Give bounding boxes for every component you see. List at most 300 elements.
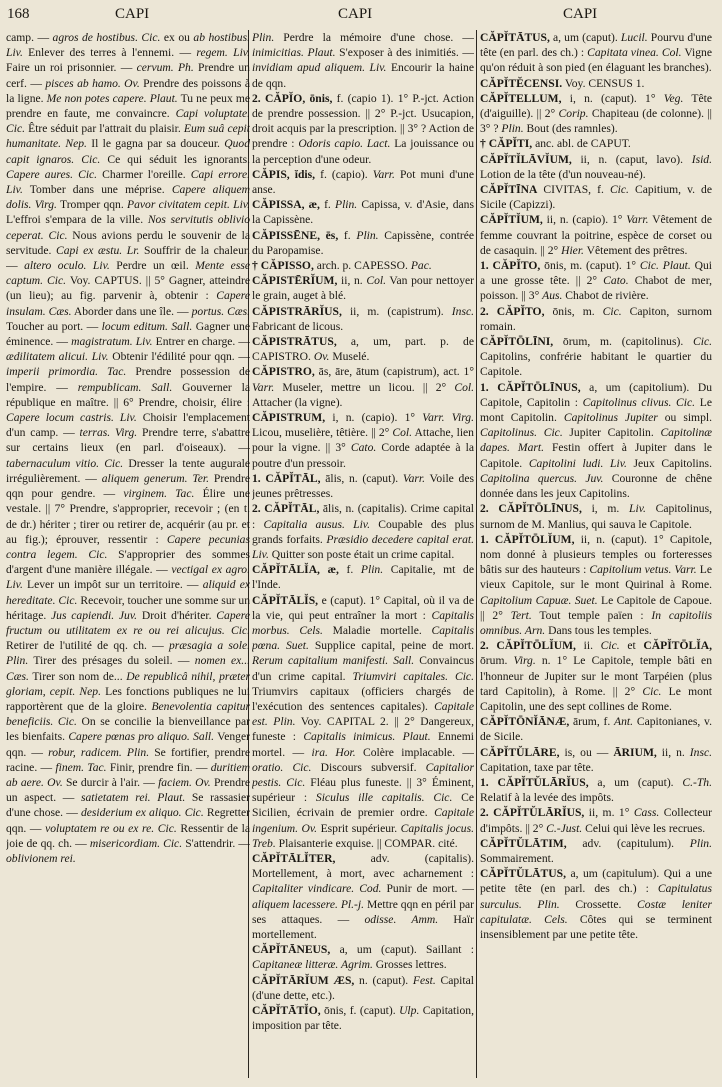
latin-citation: Plin.: [360, 563, 384, 577]
latin-citation: Capitalior pestis. Cic.: [252, 760, 474, 789]
latin-citation: Virg.: [513, 654, 536, 668]
entry-text: Capital (d'une dette, etc.).: [252, 973, 474, 1002]
entry-headword: CĂPĬTĀLĬA, æ,: [252, 563, 339, 577]
entry-text: Faire un roi prisonnier. —: [6, 61, 137, 75]
entry-text: Muselé.: [329, 350, 370, 364]
entry-text: Tromper qqn.: [56, 198, 128, 212]
entry-text: ii, n.: [337, 274, 367, 288]
entry-headword: 1. CĂPĬTĀL,: [252, 471, 321, 485]
entry-text: Prendre qqn pour gendre. —: [6, 471, 250, 501]
latin-citation: C.-Just.: [546, 821, 583, 835]
latin-citation: magistratum. Liv.: [71, 335, 153, 349]
entry-headword: CĂPĬTĬUM,: [480, 213, 543, 227]
latin-citation: Capitulatus surculus. Plin.: [480, 882, 712, 911]
dictionary-entry: [252, 942, 474, 972]
latin-citation: Pac.: [410, 259, 432, 273]
entry-text: Enlever des terres à l'ennemi. —: [22, 46, 197, 60]
entry-text: Encourir la haine de qqn.: [252, 61, 474, 90]
entry-text: Museler, mettre un licou. || 2°: [274, 380, 455, 394]
entry-text: Aborder dans une île. —: [71, 304, 192, 318]
latin-citation: Ant.: [614, 715, 634, 729]
entry-text: Chapiteau (de colonne). || 3° ?: [480, 107, 712, 136]
dictionary-entry: [480, 836, 712, 866]
latin-citation: Insc.: [689, 745, 712, 759]
latin-citation: Odoris capio. Lact.: [298, 137, 391, 151]
latin-citation: invidiam apud aliquem. Liv.: [252, 61, 387, 75]
latin-citation: duritiem ab aere. Ov.: [6, 760, 250, 789]
latin-citation: Capitalis jocus. Treb.: [252, 821, 474, 850]
entry-text: Capitalie, mt de l'Inde.: [252, 563, 474, 592]
entry-text: Vêtement de femme couvrant la poitrine, espèce de corset ou de casaquin. || 2°: [480, 213, 712, 257]
latin-citation: Capitolinus. Cic.: [480, 426, 563, 440]
dictionary-entry: [252, 593, 474, 851]
entry-headword: 1. CĂPĬTO,: [480, 259, 541, 273]
latin-citation: voluptatem re ou ex re. Cic.: [45, 821, 177, 835]
latin-citation: vectigal ex agro. Liv.: [6, 563, 250, 592]
latin-citation: Lucil.: [620, 31, 648, 44]
entry-text: a, um (caput). Saillant :: [330, 943, 474, 957]
entry-text: ārum, f.: [569, 715, 615, 729]
entry-text: Élire une vestale. || 7° Prendre, s'approprier, recevoir ; (en t. de dr.) hériter ; tirer ou retirer de, acquérir (au pr. et au fig.); éprouver, ressentir :: [6, 487, 250, 546]
latin-citation: Varr.: [372, 167, 395, 181]
latin-citation: Capitolinus Jupiter: [563, 411, 658, 425]
entry-headword: 1. CĂPĬTŬLĀRĬUS,: [480, 775, 589, 789]
entry-text: Jeux Capitolins.: [626, 456, 712, 470]
entry-text: anc. abl. de CAPUT.: [532, 137, 631, 151]
entry-text: Maladie mortelle.: [322, 623, 432, 637]
latin-citation: Capere aliquem dolis. Virg.: [6, 183, 250, 212]
entry-text: Entrer en charge. —: [152, 335, 250, 349]
entry-text: Toucher au port. —: [6, 319, 102, 333]
entry-text: Quitter son poste était un crime capital.: [268, 547, 455, 561]
entry-text: Bout (des ramnles).: [523, 122, 618, 136]
latin-citation: Pavor civitatem cepit. Liv.: [127, 198, 250, 212]
entry-text: ōrum, m. (capitolinus).: [553, 335, 693, 349]
latin-citation: virginem. Tac.: [123, 487, 195, 501]
entry-text: Recevoir, toucher une somme sur un héritage.: [6, 593, 250, 622]
latin-citation: Plin.: [252, 31, 275, 44]
entry-text: Tu ne peux me prendre en faute, me convaincre.: [6, 91, 250, 121]
entry-headword: CĂPĬTĪNA: [480, 183, 538, 197]
latin-citation: Cato.: [350, 441, 377, 455]
entry-text: Festin offert à Jupiter dans le Capitole.: [480, 441, 712, 470]
entry-text: Fabricant de licous.: [252, 319, 344, 333]
dictionary-entry: [480, 805, 712, 835]
entry-text: Prendre terre, s'abattre sur certains lieux (en parl. d'oiseaux). —: [6, 426, 250, 455]
entry-headword: ĀRIUM,: [613, 745, 657, 759]
latin-citation: Ulp.: [399, 1004, 420, 1017]
entry-text: Dresser la tente augurale irrégulièrement. —: [6, 456, 250, 485]
entry-text: Nous avions perdu le souvenir de la servitude.: [6, 228, 250, 257]
dictionary-entry: [480, 866, 712, 942]
latin-citation: Fest.: [412, 973, 436, 987]
entry-text: Voy. CENSUS 1.: [562, 76, 645, 90]
entry-text: Haïr mortellement.: [252, 912, 474, 941]
entry-text: a, um, part. p. de CAPISTRO.: [252, 335, 474, 364]
entry-text: Licou, muselière, têtière. || 2°: [252, 426, 393, 440]
entry-text: e (caput). 1° Capital, où il va de la vie, qui peut entraîner la mort :: [252, 593, 474, 622]
latin-citation: In capitoliis omnibus. Arn.: [480, 608, 712, 637]
column-rule-right: [476, 30, 477, 1078]
dictionary-entry: [480, 714, 712, 744]
entry-text: Le vieux Capitole, sur le mont Quirinal à Rome.: [480, 563, 712, 592]
latin-citation: Capere fructum ou utilitatem ex re ou rei alicujus. Cic.: [6, 608, 250, 637]
entry-text: Dans tous les temples.: [545, 623, 652, 637]
latin-citation: Quod capit ignaros. Cic.: [6, 137, 250, 166]
entry-text: n. (caput).: [354, 973, 413, 987]
entry-text: a, um (capitulum). Qui a une petite tête (en parl. des ch.) :: [480, 867, 712, 896]
latin-citation: Capi ex æstu. Lr.: [56, 243, 140, 257]
entry-text: Lever un impôt sur un territoire. —: [22, 578, 203, 592]
entry-text: Discours subversif.: [311, 760, 426, 774]
latin-citation: Capere locum castris. Liv.: [6, 411, 137, 425]
entry-headword: CĂPISTRUM,: [252, 411, 326, 425]
entry-headword: 2. CĂPĬTŌLĪNUS,: [480, 502, 582, 516]
latin-citation: Siculus ille capitalis. Cic.: [315, 791, 453, 805]
latin-citation: Capitolini ludi. Liv.: [528, 456, 627, 470]
dictionary-entry: [252, 471, 474, 501]
latin-citation: portus. Cæs.: [191, 304, 250, 318]
entry-text: Tête (d'aiguille). || 2°: [480, 91, 712, 121]
entry-headword: CĂPISTĒRĬUM,: [252, 274, 338, 288]
entry-headword: CĂPĬTĀTĬO,: [252, 1004, 321, 1017]
entry-headword: CĂPIS, ĭdis,: [252, 167, 316, 181]
latin-citation: Capitata vinea. Col.: [587, 46, 682, 60]
entry-headword: 2. CĂPĬTŬLĀRĬUS,: [480, 806, 585, 820]
latin-citation: Cic.: [693, 335, 712, 349]
latin-citation: Veg.: [663, 91, 684, 105]
entry-text: Venger qqn. —: [6, 730, 250, 759]
header-left: CAPI: [115, 6, 150, 22]
latin-citation: terras. Virg.: [79, 426, 138, 440]
entry-text: f.: [319, 198, 335, 212]
dictionary-entry: [252, 501, 474, 562]
entry-text: ii, n. (capio). 1°: [542, 213, 627, 227]
entry-text: S'exposer à des inimitiés. —: [335, 46, 474, 60]
entry-text: Qui a une grosse tête. || 2°: [480, 259, 712, 288]
entry-text: ās, āre, ātum (capistrum), act. 1°: [314, 365, 474, 379]
header-right: CAPI: [563, 6, 598, 22]
latin-citation: rempublicam. Sall.: [77, 380, 173, 394]
entry-text: a, um (caput).: [549, 31, 621, 44]
latin-citation: Capi voluptate. Cic.: [6, 107, 250, 136]
entry-text: La jouissance ou la perception d'une odeur.: [252, 137, 474, 166]
latin-citation: Plin.: [334, 198, 358, 212]
entry-text: Être séduit par l'attrait du plaisir.: [25, 122, 184, 136]
latin-citation: Varr.: [402, 471, 426, 485]
dictionary-entry: [480, 182, 712, 212]
entry-headword: 1. CĂPĬTŌLĬUM,: [480, 532, 575, 546]
running-header: [0, 4, 722, 26]
entry-text: is, ou —: [559, 745, 614, 759]
entry-text: Lotion de la tête (d'un nouveau-né).: [480, 167, 646, 181]
entry-text: ii, m. 1°: [584, 806, 634, 820]
entry-text: Les fonctions publiques ne lui rapportèrent que de la gloire.: [6, 684, 250, 713]
entry-text: Punir de mort. —: [381, 882, 474, 896]
dictionary-entry: [480, 501, 712, 531]
dictionary-entry: [252, 1003, 474, 1033]
entry-headword: 2. CĂPĬTŌLĬUM,: [480, 639, 576, 653]
dictionary-entry: [480, 745, 712, 775]
entry-text: ālis, n. (capitalis). Crime capital :: [252, 502, 474, 531]
entry-text: Pot muni d'une anse.: [252, 167, 474, 197]
dictionary-entry: [252, 334, 474, 364]
latin-citation: satietatem rei. Plaut.: [80, 791, 186, 805]
entry-text: a, um (capitolium). Du Capitole, Capitolin :: [480, 380, 712, 409]
dictionary-entry: [252, 973, 474, 1003]
dictionary-entry: [480, 775, 712, 805]
latin-citation: Capitale est. Plin.: [252, 699, 474, 729]
latin-citation: Capitolium vetus. Varr.: [589, 563, 697, 577]
entry-text: Le mont Capitolin.: [480, 395, 712, 425]
entry-text: Gagner une éminence. —: [6, 319, 250, 349]
latin-citation: Ov.: [313, 350, 330, 364]
dictionary-entry: [480, 212, 712, 258]
latin-citation: C.-Th.: [682, 775, 712, 789]
latin-citation: Isid.: [691, 152, 712, 166]
dictionary-entry: [480, 334, 712, 380]
dictionary-entry: [252, 364, 474, 410]
entry-text: ōnis, m. (caput). 1°: [540, 259, 640, 273]
entry-headword: CĂPĬTĀNEUS,: [252, 943, 331, 957]
entry-text: Celui qui lève les recrues.: [582, 821, 706, 835]
latin-citation: imperii primordia. Tac.: [6, 365, 127, 379]
latin-citation: Eum suâ cepit humanitate. Nep.: [6, 122, 250, 151]
entry-text: Ennemi mortel. —: [252, 730, 474, 759]
latin-citation: Mente esse captum. Cic.: [6, 259, 250, 288]
entry-headword: CĂPĬTELLUM,: [480, 91, 562, 105]
entry-headword: CĂPĬTŌNĬĀNÆ,: [480, 715, 570, 729]
entry-text: Se fortifier, prendre racine. —: [6, 745, 250, 774]
dictionary-entry: [480, 638, 712, 714]
latin-citation: Præsidio decedere capital erat. Liv.: [252, 532, 474, 561]
latin-citation: Me non potes capere. Plaut.: [46, 91, 178, 105]
entry-text: S'attendrir. —: [182, 836, 250, 850]
entry-text: Capitation, imposition par tête.: [252, 1004, 474, 1033]
entry-headword: † CĂPISSO,: [252, 259, 314, 273]
entry-text: arch. p. CAPESSO.: [313, 259, 411, 273]
entry-text: Capitium, v. de Sicile (Capizzi).: [480, 183, 712, 212]
latin-citation: Capi errore. Liv.: [6, 167, 250, 197]
entry-headword: CĂPĬTŬLĀTIM,: [480, 836, 567, 850]
dictionary-entry: [480, 152, 712, 182]
entry-text: Prendre un aspect. —: [6, 775, 250, 805]
latin-citation: altero oculo. Liv.: [24, 259, 110, 273]
latin-citation: Triumviri capitales. Cic.: [352, 669, 474, 683]
entry-headword: CĂPĬTĔCENSI.: [480, 76, 563, 90]
entry-text: Obtenir l'édilité pour qqn. —: [108, 350, 250, 364]
latin-citation: misericordiam. Cic.: [89, 836, 183, 850]
entry-text: Se durcir à l'air. —: [62, 775, 159, 789]
entry-text: Capitolinus, surnom de M. Manlius, qui sauva le Capitole.: [480, 502, 712, 531]
latin-citation: Capitolium Capuæ. Suet.: [480, 593, 598, 607]
latin-citation: De republicâ nihil, præter gloriam, cepit. Nep.: [6, 669, 250, 698]
latin-citation: Rerum capitalium manifesti. Sall.: [252, 654, 415, 668]
entry-text: Prendre possession de l'empire. —: [6, 365, 250, 394]
entry-text: Charmer l'oreille.: [97, 167, 191, 181]
entry-text: Gouverner la république en maître. || 6° Prendre, choisir, élire :: [6, 380, 250, 409]
entry-text: Chabot de mer, poisson. || 3°: [480, 274, 712, 303]
latin-citation: Varr.: [252, 380, 275, 394]
entry-text: Le Capitole de Capoue. || 2°: [480, 593, 712, 622]
latin-citation: ædilitatem alicui. Liv.: [6, 350, 109, 364]
entry-text: ii, n. (caput, lavo).: [571, 152, 692, 166]
latin-citation: Capitalis inimicus. Plaut.: [303, 730, 431, 744]
latin-citation: aliquem lacessere. Pl.-j.: [252, 897, 365, 911]
entry-text: Ce qui séduit les ignorants.: [100, 152, 250, 166]
entry-text: Perdre la mémoire d'une chose. —: [274, 31, 474, 44]
entry-text: Chabot de rivière.: [562, 289, 649, 303]
entry-text: Attache, lien pour la vigne. || 3°: [252, 426, 474, 455]
latin-citation: Col.: [366, 274, 386, 288]
latin-citation: Capitalis morbus. Cels.: [252, 608, 474, 637]
entry-text: Crossette.: [559, 897, 638, 911]
latin-citation: Capitalis pœna. Suet.: [252, 623, 474, 653]
entry-text: Capitolins, confrérie habitant le quartier du Capitole.: [480, 350, 712, 379]
entry-headword: 2. CĂPĬTĀL,: [252, 502, 320, 516]
entry-headword: CĂPISTRO,: [252, 365, 315, 379]
dictionary-entry: [6, 30, 250, 866]
latin-citation: Capitolina quercus. Juv.: [480, 471, 604, 485]
entry-text: Le mont Capitolin, une des sept collines de Rome.: [480, 684, 712, 713]
entry-text: L'effroi s'empara de la ville.: [6, 213, 148, 227]
latin-citation: Aus.: [542, 289, 563, 303]
dictionary-entry: [252, 167, 474, 197]
entry-text: Jupiter Capitolin.: [562, 426, 661, 440]
dictionary-entry: [480, 30, 712, 76]
header-center: CAPI: [338, 6, 373, 22]
entry-text: Capissa, v. d'Asie, dans la Capissène.: [252, 198, 474, 227]
entry-text: ōrum.: [480, 654, 514, 668]
entry-text: ii, n.: [656, 745, 690, 759]
entry-text: Vêtement des prêtres.: [583, 243, 688, 257]
entry-headword: CĂPISSA, æ,: [252, 198, 320, 212]
dictionary-entry: [252, 228, 474, 258]
entry-text: Convaincus d'un crime capital.: [252, 654, 474, 683]
entry-text: Grosses lettres.: [372, 958, 447, 972]
latin-citation: Varr. Virg.: [422, 411, 474, 425]
entry-text: ii, n. (caput). 1° Capitole, nom donné à plusieurs temples ou forteresses bâtis sur des hauteurs :: [480, 532, 712, 577]
latin-citation: Costæ leniter capitulatæ. Cels.: [480, 897, 712, 926]
latin-citation: Cato.: [603, 274, 629, 288]
entry-text: i, n. (caput). 1°: [561, 91, 664, 105]
entry-text: Tout temple païen :: [531, 608, 652, 622]
entry-text: Capiton, surnom romain.: [480, 304, 712, 333]
entry-text: et: [619, 639, 644, 653]
entry-text: Vigne qu'on réduit à son pied (en élaguant les branches).: [480, 46, 712, 75]
entry-text: Coupable des plus grands forfaits.: [252, 517, 474, 546]
entry-text: ii, m. (capistrum).: [341, 304, 452, 318]
latin-citation: agros de hostibus. Cic.: [52, 31, 161, 44]
entry-text: Colère implacable. —: [355, 745, 474, 759]
latin-citation: Capere aures. Cic.: [6, 167, 98, 181]
entry-text: Droit d'hériter.: [137, 608, 217, 622]
latin-citation: Capitaliter vindicare. Cod.: [252, 882, 382, 896]
entry-text: f.: [338, 228, 357, 242]
latin-citation: Nos servitutis oblivio ceperat. Cic.: [6, 213, 250, 242]
dictionary-entry: [252, 410, 474, 471]
entry-text: ii.: [575, 639, 601, 653]
entry-text: Côtes qui se terminent insensiblement par une petite tête.: [480, 912, 712, 941]
entry-text: f.: [338, 563, 361, 577]
entry-text: Tirer des présages du soleil. —: [28, 654, 195, 668]
entry-text: Capitonianes, v. de Sicile.: [480, 715, 712, 744]
latin-citation: Tert.: [510, 608, 532, 622]
latin-citation: Capere pœnas pro aliquo. Sall.: [68, 730, 215, 744]
latin-citation: odisse. Amm.: [364, 912, 439, 926]
entry-text: Ce Sicilien, écrivain de premier ordre.: [252, 791, 474, 820]
entry-headword: CĂPĬTŬLĀRE,: [480, 745, 560, 759]
latin-citation: nomen ex... Cæs.: [6, 654, 250, 683]
column-middle: [252, 30, 474, 1080]
entry-text: Esprit supérieur.: [317, 821, 401, 835]
latin-citation: oratio. Cic.: [252, 760, 312, 774]
entry-headword: 2. CĂPĬO, ōnis,: [252, 91, 333, 105]
latin-citation: oblivionem rei.: [6, 851, 76, 865]
latin-citation: ab hostibus. Liv.: [6, 31, 250, 60]
latin-citation: Jus capiendi. Juv.: [51, 608, 138, 622]
entry-text: i, n. (capio). 1°: [325, 411, 423, 425]
dictionary-entry: [252, 304, 474, 334]
dictionary-entry: [252, 258, 474, 273]
latin-citation: Col.: [454, 380, 474, 394]
entry-text: Tomber dans une méprise.: [22, 183, 172, 197]
latin-citation: Capitale ingenium. Ov.: [252, 806, 474, 835]
entry-text: Capitation, taxe par tête.: [480, 760, 594, 774]
entry-text: ex ou: [160, 31, 194, 44]
entry-headword: CĂPĬTĀLĬS,: [252, 593, 319, 607]
entry-headword: CĂPĬTĀRĬUM ÆS,: [252, 973, 355, 987]
entry-text: Tirer son nom de...: [28, 669, 127, 683]
entry-text: adv. (capitalis). Mortellement, à mort, avec acharnement :: [252, 851, 474, 881]
entry-headword: 2. CĂPĬTO,: [480, 304, 545, 318]
entry-text: Perdre un œil.: [109, 259, 196, 273]
dictionary-entry: [252, 562, 474, 592]
latin-citation: Cic.: [600, 639, 620, 653]
page-number: 168: [7, 6, 30, 22]
latin-citation: Benevolentia capitur beneficiis. Cic.: [6, 699, 250, 729]
entry-text: Capissène, contrée du Paropamise.: [252, 228, 474, 257]
latin-citation: desiderium ex aliquo. Cic.: [80, 806, 204, 820]
dictionary-entry: [252, 851, 474, 942]
entry-text: Corde adaptée à la poutre d'un pressoir.: [252, 441, 474, 470]
entry-text: f. (capio).: [315, 167, 373, 181]
entry-text: ōnis, f. (caput).: [320, 1004, 400, 1017]
entry-text: Prendre un cerf. —: [6, 61, 250, 90]
latin-citation: Corip.: [558, 107, 589, 121]
entry-text: Choisir l'emplacement d'un camp. —: [6, 411, 250, 440]
entry-text: n. 1° Le Capitole, temple bâti en l'honneur de Jupiter sur le mont Tarpéien (plus tard Capitolin), à Rome. || 2°: [480, 654, 712, 698]
dictionary-entry: [252, 91, 474, 167]
entry-text: Relatif à la levée des impôts.: [480, 791, 614, 805]
dictionary-entry: [480, 304, 712, 334]
dictionary-entry: [480, 136, 712, 151]
entry-text: CIVITAS, f.: [537, 183, 610, 197]
entry-text: Regretter qqn. —: [6, 806, 250, 835]
entry-text: Triumvirs capitaux (officiers chargés de l'exécution des sentences capitales).: [252, 684, 474, 713]
latin-citation: tabernaculum vitio. Cic.: [6, 456, 124, 470]
latin-citation: Capitolinæ dapes. Mart.: [480, 426, 712, 455]
entry-headword: 1. CĂPĬTŌLĪNUS,: [480, 380, 581, 394]
entry-text: f. (capio 1). 1° P.-jct. Action de prendre possession. || 2° P.-jct. Usucapion, droit acquis par la prescription. || 3° ? Action de prendre :: [252, 91, 474, 151]
latin-citation: aliquem generum. Ter.: [101, 471, 210, 485]
entry-text: Voy. CAPTUS. || 5° Gagner, atteindre (un lieu); au fig. parvenir à, obtenir :: [6, 274, 250, 303]
dictionary-entry: [252, 197, 474, 227]
entry-text: ōnis, m.: [544, 304, 603, 318]
entry-text: Souffrir de la chaleur. —: [6, 243, 250, 273]
entry-headword: CĂPISTRĀTUS,: [252, 335, 337, 349]
latin-citation: ira. Hor.: [311, 745, 356, 759]
